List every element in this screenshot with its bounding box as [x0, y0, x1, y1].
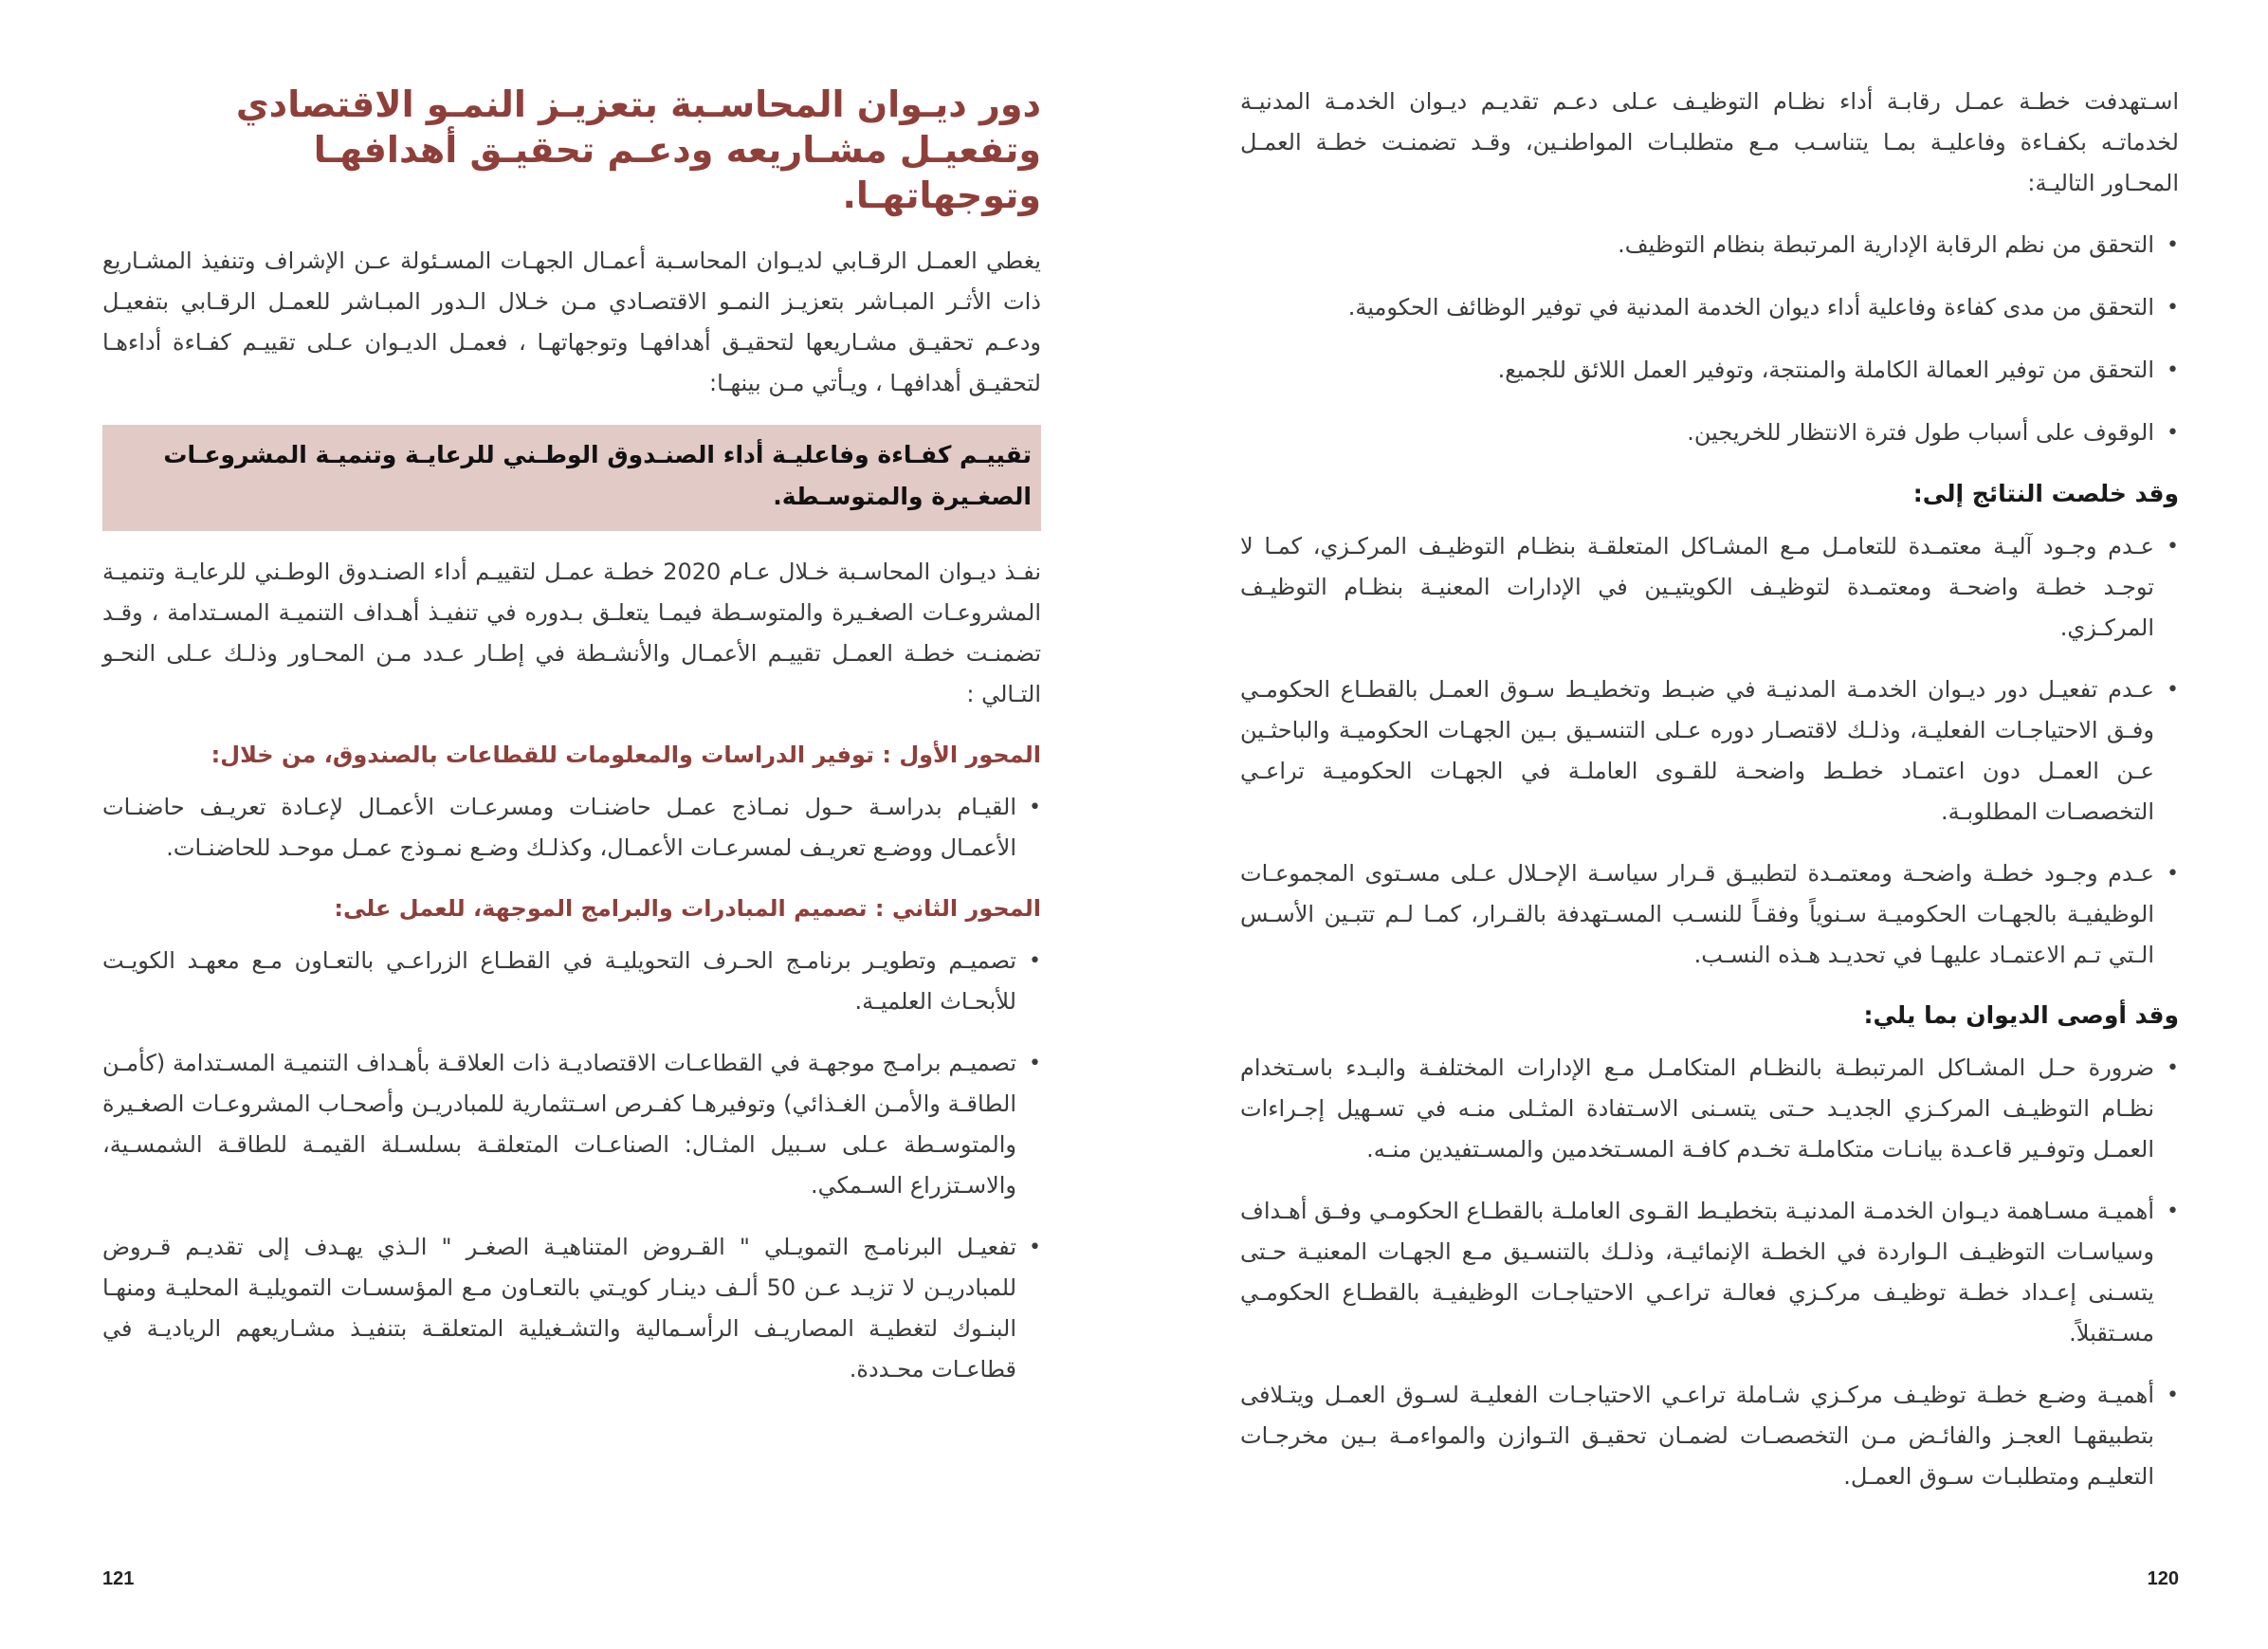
axis-two-heading: المحور الثاني : تصميم المبادرات والبرامج الموجهة، للعمل على: [334, 895, 1041, 922]
list-item [102, 1227, 1041, 1390]
list-item-text: تصميـم برامـج موجهـة في القطاعـات الاقتصاديـة ذات العلاقـة بأهـداف التنميـة المسـتدامة (كأمـن الطاقـة والأمـن الغـذائي) وتوفيرهـا كفـرص اسـتثمارية للمبادريـن وأصحـاب المشروعـات الصغـيرة والمتوسـطة عـلى سـبيل المثـال: الصناعـات المتعلقـة بسلسـلة القيمـة للطاقـة الشمسـية، والاسـتزراع السـمكي. [102, 1050, 1016, 1199]
page-title: دور ديـوان المحاسـبة بتعزيـز النمـو الاقتصادي وتفعيـل مشـاريعه ودعـم تحقيـق أهدافهـا وتوجهاتهـا. [235, 83, 1041, 216]
list-item [1240, 1375, 2179, 1497]
list-item [1240, 1191, 2179, 1354]
list-item-text: التحقق من نظم الرقابة الإدارية المرتبطة بنظام التوظيف. [1618, 231, 2154, 258]
list-item [1240, 1048, 2179, 1170]
list-item [1240, 350, 2179, 391]
bullet-icon: • [1029, 1236, 1041, 1259]
highlighted-heading: تقييـم كفـاءة وفاعليـة أداء الصنـدوق الوطـني للرعايـة وتنميـة المشروعـات الصغـيرة والمتوسـطة. [102, 425, 1041, 531]
bullet-icon: • [2167, 862, 2179, 886]
list-item [102, 941, 1041, 1022]
bullet-icon: • [2167, 678, 2179, 702]
list-item [1240, 669, 2179, 833]
results-heading: وقد خلصت النتائج إلى: [1912, 480, 2179, 507]
bullet-icon: • [1029, 796, 1041, 819]
bullet-icon: • [2167, 1200, 2179, 1223]
bullet-icon: • [1029, 1052, 1041, 1075]
bullet-icon: • [2167, 1056, 2179, 1080]
list-item-text: الوقوف على أسباب طول فترة الانتظار للخريجين. [1687, 419, 2154, 446]
list-item-text: عـدم تفعيـل دور ديـوان الخدمـة المدنيـة في ضبـط وتخطيـط سـوق العمـل بالقطـاع الحكومـي وفـق الاحتياجـات الفعليـة، وذلـك لاقتصـار دوره عـلى التنسـيق بـين الجهـات الحكوميـة والباحثـين عـن العمـل دون اعتمـاد خطـط واضحـة للقـوى العاملـة في الجهـات الحكوميـة تراعـي التخصصـات المطلوبـة. [1240, 676, 2154, 825]
list-item-text: القيـام بدراسـة حـول نمـاذج عمـل حاضنـات ومسرعـات الأعمـال لإعـادة تعريـف حاضنـات الأعمـال ووضـع تعريـف لمسرعـات الأعمـال، وكذلـك وضـع نمـوذج عمـل موحـد للحاضنـات. [102, 794, 1016, 861]
page-120 [1134, 0, 2268, 1649]
page-number-right: 120 [2147, 1568, 2179, 1589]
list-item [1240, 853, 2179, 976]
list-item-text: التحقق من توفير العمالة الكاملة والمنتجة، وتوفير العمل اللائق للجميع. [1497, 357, 2154, 383]
bullet-icon: • [2167, 421, 2179, 445]
axis-one-list [102, 787, 1041, 869]
page-121-column [102, 82, 1041, 1411]
recommendations-list [1240, 1048, 2179, 1497]
list-item-text: عـدم وجـود خطـة واضحـة ومعتمـدة لتطبيـق قـرار سياسـة الإحـلال عـلى مسـتوى المجموعـات الوظيفيـة بالجهـات الحكوميـة سـنوياً وفقـاً للنسـب المسـتهدفة بالقـرار، كمـا لـم تتبـين الأسـس الـتي تـم الاعتمـاد عليهـا في تحديـد هـذه النسـب. [1240, 860, 2154, 968]
list-item [102, 1043, 1041, 1206]
bullet-icon: • [2167, 296, 2179, 320]
page-number-left: 121 [102, 1568, 135, 1589]
list-item [102, 787, 1041, 869]
axis-one-heading: المحور الأول : توفير الدراسات والمعلومات للقطاعات بالصندوق، من خلال: [210, 742, 1041, 768]
axis-two-list [102, 941, 1041, 1390]
list-item-text: أهميـة مسـاهمة ديـوان الخدمـة المدنيـة بتخطيـط القـوى العاملـة بالقطـاع الحكومـي وفـق أهـداف وسياسـات التوظيـف الـواردة في الخطـة الإنمائيـة، وذلـك بالتنسـيق مـع الجهـات المعنيـة حـتى يتسـنى إعـداد خطـة توظيـف مركـزي فعالـة تراعـي الاحتياجـات الوظيفيـة بالقطـاع الحكومـي مسـتقبلاً. [1240, 1198, 2154, 1347]
intro-paragraph: يغطي العمـل الرقـابي لديـوان المحاسـبة أعمـال الجهـات المسـئولة عـن الإشراف وتنفيذ المشـاريع ذات الأثـر المبـاشر بتعزيـز النمـو الاقتصـادي مـن خـلال الـدور المبـاشر للعمـل الرقـابي بتفعيـل ودعـم تحقيـق مشـاريعها لتحقيـق أهدافهـا وتوجهاتهـا ، فعمـل الديـوان عـلى تقييـم كفـاءة أداءهـا لتحقيـق أهدافهـا ، ويـأتي مـن بينهـا: [102, 247, 1041, 396]
list-item-text: عـدم وجـود آليـة معتمـدة للتعامـل مـع المشـاكل المتعلقـة بنظـام التوظيـف المركـزي، كمـا لا توجـد خطـة واضحـة ومعتمـدة لتوظيـف الكويتيـين في الإدارات المعنيـة بنظـام التوظيـف المركـزي. [1240, 533, 2154, 641]
page-120-column [1240, 82, 2179, 1518]
bullet-icon: • [1029, 949, 1041, 973]
list-item [1240, 225, 2179, 266]
bullet-icon: • [2167, 535, 2179, 559]
intro-paragraph: اسـتهدفت خطـة عمـل رقابـة أداء نظـام التوظيـف عـلى دعـم تقديـم ديـوان الخدمـة المدنيـة لخدماتـه بكفـاءة وفاعليـة بمـا يتناسـب مـع متطلبـات المواطنـين، وقـد تضمنـت خطـة العمـل المحـاور التاليـة: [1240, 88, 2179, 196]
list-item-text: أهميـة وضـع خطـة توظيـف مركـزي شـاملة تراعـي الاحتياجـات الفعليـة لسـوق العمـل ويتـلافى بتطبيقهـا العجـز والفائـض مـن التخصصـات لضمـان تحقيـق التـوازن والمواءمـة بـين مخرجـات التعليـم ومتطلبـات سـوق العمـل. [1240, 1382, 2154, 1490]
results-list [1240, 526, 2179, 976]
recommendations-heading: وقد أوصى الديوان بما يلي: [1863, 1001, 2179, 1029]
axes-list [1240, 225, 2179, 453]
list-item-text: التحقق من مدى كفاءة وفاعلية أداء ديوان الخدمة المدنية في توفير الوظائف الحكومية. [1347, 294, 2154, 321]
list-item [1240, 287, 2179, 328]
fund-paragraph: نفـذ ديـوان المحاسـبة خـلال عـام 2020 خطـة عمـل لتقييـم أداء الصنـدوق الوطـني للرعايـة وتنميـة المشروعـات الصغـيرة والمتوسـطة فيمـا يتعلـق بـدوره في تنفيـذ أهـداف التنميـة المسـتدامة ، وقـد تضمنـت خطـة العمـل تقييـم الأعمـال والأنشـطة في إطـار عـدد مـن المحـاور وذلـك عـلى النحـو التـالي : [102, 559, 1042, 707]
bullet-icon: • [2167, 1383, 2179, 1407]
list-item [1240, 526, 2179, 649]
list-item [1240, 412, 2179, 453]
bullet-icon: • [2167, 358, 2179, 382]
list-item-text: تفعيـل البرنامـج التمويـلي " القـروض المتناهيـة الصغـر " الـذي يهـدف إلى تقديـم قـروض للمبادريـن لا تزيـد عـن 50 ألـف دينـار كويـتي بالتعـاون مـع المؤسسـات التمويليـة المحليـة ومنهـا البنـوك لتغطيـة المصاريـف الرأسـمالية والتشـغيلية المتعلقـة بتنفيـذ مشـاريعهم الرياديـة في قطاعـات محـددة. [102, 1234, 1017, 1383]
list-item-text: ضرورة حـل المشـاكل المرتبطـة بالنظـام المتكامـل مـع الإدارات المختلفـة والبـدء باسـتخدام نظـام التوظيـف المركـزي الجديـد حـتى يتسـنى الاسـتفادة المثـلى منـه في تسـهيل إجـراءات العمـل وتوفـير قاعـدة بيانـات متكاملـة تخـدم كافـة المسـتخدمين والمسـتفيدين منـه. [1240, 1054, 2154, 1163]
bullet-icon: • [2167, 233, 2179, 257]
list-item-text: تصميـم وتطويـر برنامـج الحـرف التحويليـة في القطـاع الزراعـي بالتعـاون مـع معهـد الكويـت للأبحـاث العلميـة. [102, 947, 1016, 1015]
